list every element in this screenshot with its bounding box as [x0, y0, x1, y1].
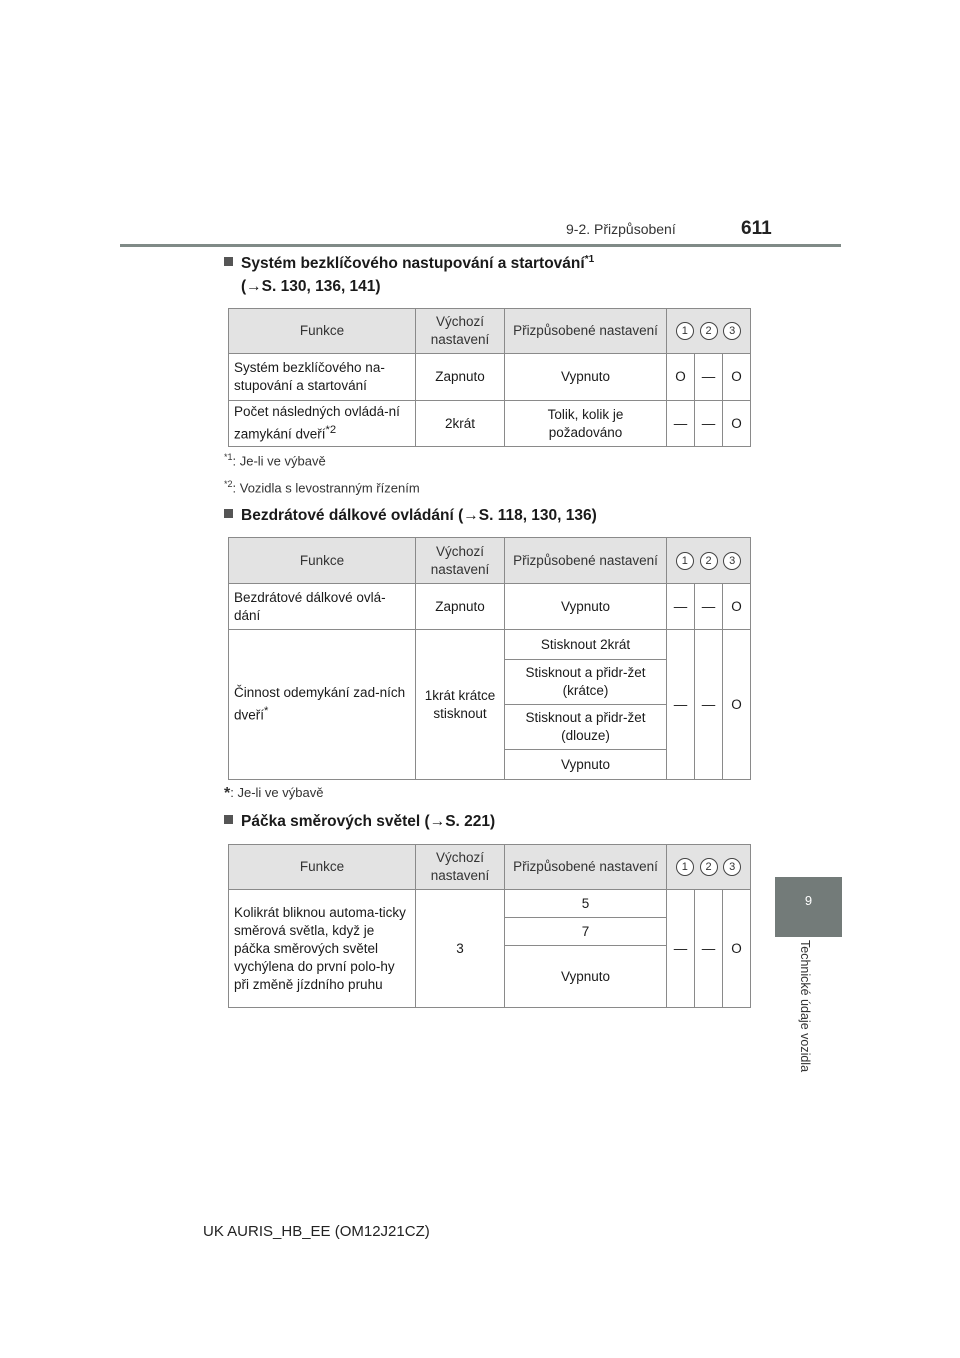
section-2-title: Bezdrátové dálkové ovládání (→S. 118, 130, 136) — [224, 507, 597, 525]
cell-c2: — — [695, 630, 723, 780]
cell-custom: Stisknout a přidr-žet (krátce) — [505, 660, 667, 705]
cell-custom: Vypnuto — [505, 354, 667, 401]
cell-default: Zapnuto — [416, 354, 505, 401]
bullet-square-icon — [224, 509, 233, 518]
footnote-2: $^{*2}$: Vozidla s levostranným řízením — [224, 479, 420, 496]
bullet-square-icon — [224, 815, 233, 824]
table-row — [229, 890, 751, 918]
section-1-table — [228, 308, 751, 447]
cell-default: Zapnuto — [416, 584, 505, 630]
table-row — [229, 401, 751, 447]
cell-function: Kolikrát bliknou automa-ticky směrová světla, když je páčka směrových světel vychýlena do první polo-hy při změně jízdního pruhu — [229, 890, 416, 1008]
chapter-tab[interactable]: 9 — [775, 877, 842, 937]
circle-2-icon: 2 — [700, 858, 718, 876]
cell-c2: — — [695, 584, 723, 630]
cell-custom: Stisknout 2krát — [505, 630, 667, 660]
cell-custom: Vypnuto — [505, 946, 667, 1008]
col-header-function: Funkce — [229, 845, 416, 890]
cell-custom: 7 — [505, 918, 667, 946]
col-header-default: Výchozí nastavení — [416, 538, 505, 584]
cell-custom: 5 — [505, 890, 667, 918]
circle-1-icon: 1 — [676, 322, 694, 340]
table-row — [229, 584, 751, 630]
cell-custom: Stisknout a přidr-žet (dlouze) — [505, 705, 667, 750]
chapter-tab-label: Technické údaje vozidla — [798, 940, 812, 1073]
cell-custom: Tolik, kolik je požadováno — [505, 401, 667, 447]
footnote-mark: *1 — [584, 254, 595, 265]
cell-c1: — — [667, 890, 695, 1008]
footnote-3: *: Je-li ve výbavě — [224, 785, 324, 802]
col-header-function: Funkce — [229, 538, 416, 584]
bullet-square-icon — [224, 257, 233, 266]
circle-3-icon: 3 — [723, 322, 741, 340]
col-header-circles — [667, 309, 751, 354]
footer-model-code: UK AURIS_HB_EE (OM12J21CZ) — [203, 1223, 430, 1240]
cell-c2: — — [695, 890, 723, 1008]
cell-function: Počet následných ovládá-ní zamykání dveří$^{*2}$ — [229, 401, 416, 447]
cell-custom: Vypnuto — [505, 750, 667, 780]
cell-function: Bezdrátové dálkové ovlá-dání — [229, 584, 416, 630]
table-header-row — [229, 538, 751, 584]
section-3-title: Páčka směrových světel (→S. 221) — [224, 813, 495, 831]
cell-c2: — — [695, 401, 723, 447]
col-header-function: Funkce — [229, 309, 416, 354]
section-1-page-ref[interactable]: (→S. 130, 136, 141) — [241, 278, 381, 295]
table-header-row — [229, 845, 751, 890]
cell-c1: — — [667, 401, 695, 447]
header-divider — [120, 244, 841, 247]
table-header-row — [229, 309, 751, 354]
section-2-table — [228, 537, 751, 780]
circle-2-icon: 2 — [700, 552, 718, 570]
cell-c3: O — [723, 630, 751, 780]
footnote-mark: * — [264, 705, 269, 718]
col-header-default: Výchozí nastavení — [416, 309, 505, 354]
cell-c1: — — [667, 584, 695, 630]
col-header-circles — [667, 538, 751, 584]
circle-1-icon: 1 — [676, 858, 694, 876]
cell-c3: O — [723, 401, 751, 447]
cell-default: 3 — [416, 890, 505, 1008]
col-header-circles — [667, 845, 751, 890]
cell-c3: O — [723, 584, 751, 630]
cell-c2: — — [695, 354, 723, 401]
page-number: 611 — [741, 218, 772, 239]
cell-function: Systém bezklíčového na-stupování a startování — [229, 354, 416, 401]
circle-1-icon: 1 — [676, 552, 694, 570]
cell-default: 1krát krátce stisknout — [416, 630, 505, 780]
section-header: 9-2. Přizpůsobení — [566, 221, 676, 237]
section-3-table — [228, 844, 751, 1008]
footnote-1: $^{*1}$: Je-li ve výbavě — [224, 452, 326, 469]
cell-c1: — — [667, 630, 695, 780]
col-header-custom: Přizpůsobené nastavení — [505, 309, 667, 354]
cell-custom: Vypnuto — [505, 584, 667, 630]
cell-default: 2krát — [416, 401, 505, 447]
cell-c3: O — [723, 354, 751, 401]
cell-function: Činnost odemykání zad-ních dveří* — [229, 630, 416, 780]
table-row — [229, 354, 751, 401]
cell-c3: O — [723, 890, 751, 1008]
col-header-default: Výchozí nastavení — [416, 845, 505, 890]
section-1-title: Systém bezklíčového nastupování a startování$^{*1}$ — [224, 254, 594, 273]
circle-3-icon: 3 — [723, 858, 741, 876]
circle-2-icon: 2 — [700, 322, 718, 340]
footnote-mark: *2 — [325, 424, 337, 437]
circle-3-icon: 3 — [723, 552, 741, 570]
table-row — [229, 630, 751, 660]
col-header-custom: Přizpůsobené nastavení — [505, 538, 667, 584]
col-header-custom: Přizpůsobené nastavení — [505, 845, 667, 890]
cell-c1: O — [667, 354, 695, 401]
